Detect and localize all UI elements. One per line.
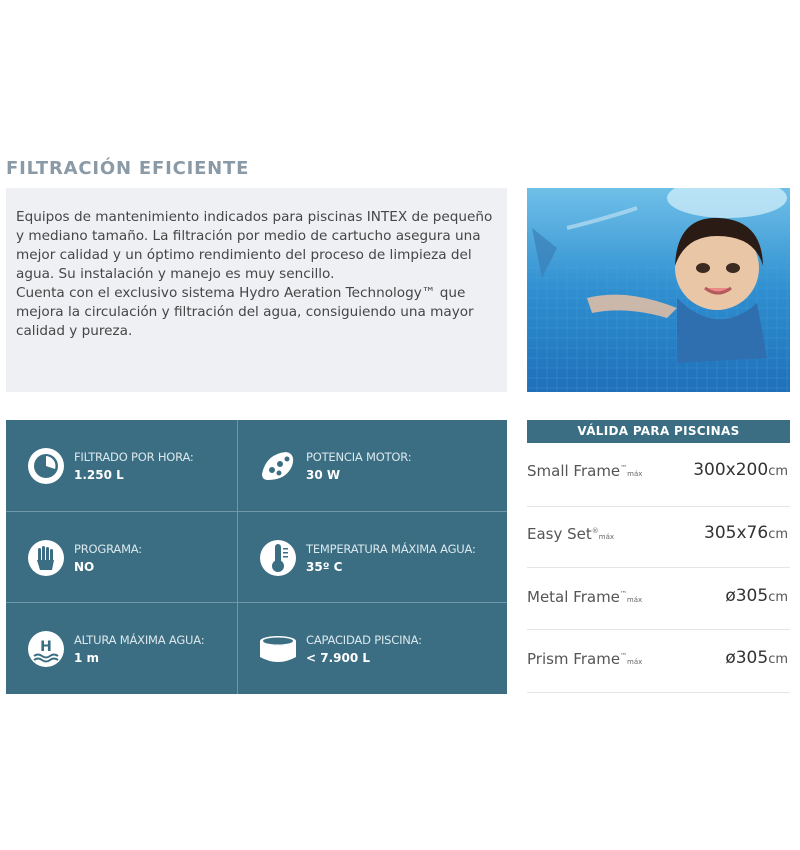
pool-dimension: ø305cm xyxy=(725,648,788,668)
specs-panel xyxy=(6,420,507,694)
spec-altura xyxy=(6,603,237,694)
spec-value: 1.250 L xyxy=(74,468,124,482)
spec-label: ALTURA MÁXIMA AGUA: xyxy=(74,633,205,647)
spec-filtrado xyxy=(6,420,237,511)
pool-name: Prism Frame™máx xyxy=(527,650,643,668)
section-title: FILTRACIÓN EFICIENTE xyxy=(6,158,250,179)
pool-row xyxy=(527,515,790,555)
pool-name: Metal Frame™máx xyxy=(527,588,643,606)
pool-dimension: 305x76cm xyxy=(704,523,788,543)
spec-label: PROGRAMA: xyxy=(74,542,142,556)
spec-label: POTENCIA MOTOR: xyxy=(306,450,412,464)
motor-icon xyxy=(258,446,298,486)
description-paragraph-2: Cuenta con el exclusivo sistema Hydro Aeration Technology™ que mejora la circulación y filtración del agua, consiguiendo una mayor calidad y pureza. xyxy=(16,285,474,339)
swimming-child-photo xyxy=(527,188,790,392)
spec-potencia xyxy=(238,420,507,511)
spec-label: FILTRADO POR HORA: xyxy=(74,450,194,464)
program-hand-icon xyxy=(26,538,66,578)
pool-row xyxy=(527,452,790,492)
pool-row xyxy=(527,578,790,618)
pool-name: Easy Set®máx xyxy=(527,525,615,543)
spec-value: < 7.900 L xyxy=(306,651,371,665)
water-height-icon xyxy=(26,629,66,669)
spec-label: TEMPERATURA MÁXIMA AGUA: xyxy=(306,542,476,556)
spec-value: 35º C xyxy=(306,560,343,574)
pool-capacity-icon xyxy=(256,629,300,669)
clock-icon xyxy=(26,446,66,486)
svg-text:H: H xyxy=(40,639,52,655)
spec-label: CAPACIDAD PISCINA: xyxy=(306,633,422,647)
pool-dimension: ø305cm xyxy=(725,586,788,606)
spec-temperatura xyxy=(238,512,507,602)
spec-value: 1 m xyxy=(74,651,100,665)
description-paragraph-1: Equipos de mantenimiento indicados para piscinas INTEX de pequeño y mediano tamaño. La filtración por medio de cartucho asegura una mejor calidad y un óptimo rendimiento del proceso de limpieza del agua. Su instalación y manejo es muy sencillo. xyxy=(16,209,493,282)
spec-programa xyxy=(6,512,237,602)
pool-row xyxy=(527,640,790,680)
description-box xyxy=(6,188,507,392)
pool-name: Small Frame™máx xyxy=(527,462,643,480)
spec-capacidad xyxy=(238,603,507,694)
pool-dimension: 300x200cm xyxy=(693,460,788,480)
spec-value: NO xyxy=(74,560,95,574)
thermometer-icon xyxy=(258,538,298,578)
spec-value: 30 W xyxy=(306,468,341,482)
valid-pools-header: VÁLIDA PARA PISCINAS xyxy=(527,420,790,443)
